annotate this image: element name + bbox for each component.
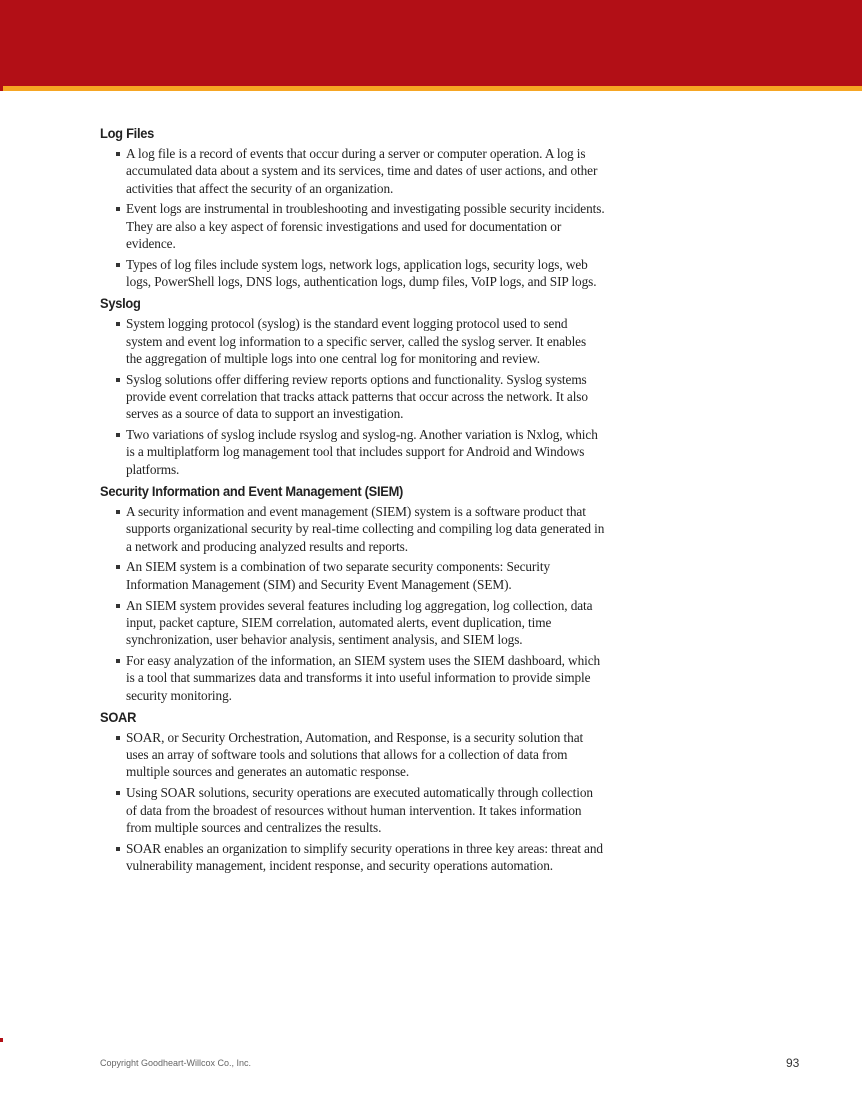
section-heading: Syslog — [100, 295, 141, 312]
list-item — [100, 200, 605, 252]
square-bullet-icon — [116, 152, 120, 156]
section-heading: Security Information and Event Management (SIEM) — [100, 483, 404, 500]
list-item — [100, 597, 605, 649]
section — [100, 295, 605, 478]
square-bullet-icon — [116, 659, 120, 663]
list-item-text: A security information and event management (SIEM) system is a software product that supports organizational security by real-time collecting and compiling log data generated in a network and producing analyzed results and reports. — [126, 504, 605, 554]
list-item-text: SOAR enables an organization to simplify security operations in three key areas: threat and vulnerability management, incident response, and security operations automation. — [126, 840, 603, 873]
list-item — [100, 371, 605, 423]
square-bullet-icon — [116, 604, 120, 608]
margin-mark — [0, 1038, 3, 1042]
list-item-text: SOAR, or Security Orchestration, Automation, and Response, is a security solution that uses an array of software tools and solutions that allows for a collection of data from multiple sources and generates an automatic response. — [126, 729, 584, 780]
list-item — [100, 426, 605, 478]
copyright-text: Copyright Goodheart-Willcox Co., Inc. — [100, 1058, 252, 1068]
square-bullet-icon — [116, 510, 120, 514]
section — [100, 125, 605, 290]
square-bullet-icon — [116, 847, 120, 851]
page-number: 93 — [786, 1056, 800, 1070]
list-item — [100, 784, 605, 836]
list-item — [100, 558, 605, 593]
section — [100, 709, 605, 874]
list-item-text: Two variations of syslog include rsyslog and syslog-ng. Another variation is Nxlog, which is a multiplatform log management tool that includes support for Android and Windows platforms. — [126, 427, 598, 477]
list-item-text: An SIEM system provides several features including log aggregation, log collection, data input, packet capture, SIEM correlation, automated alerts, event duplication, time synchronization, user behavior analysis, sentiment analysis, and SIEM logs. — [126, 597, 593, 648]
list-item-text: Using SOAR solutions, security operations are executed automatically through collection of data from the broadest of resources without human intervention. It takes information from multiple sources and centralizes the results. — [126, 785, 593, 835]
list-item-text: System logging protocol (syslog) is the standard event logging protocol used to send system and event log information to a specific server, called the syslog server. It enables the aggregation of multiple logs into one central log for monitoring and review. — [126, 316, 587, 366]
section-heading: SOAR — [100, 708, 137, 725]
list-item-text: A log file is a record of events that occur during a server or computer operation. A log is accumulated data about a system and its services, time and dates of user actions, and other activities that affect the security of an organization. — [126, 146, 598, 196]
square-bullet-icon — [116, 433, 120, 437]
square-bullet-icon — [116, 207, 120, 211]
bullet-list — [100, 729, 605, 874]
header-stripe — [3, 86, 862, 91]
square-bullet-icon — [116, 791, 120, 795]
list-item-text: An SIEM system is a combination of two separate security components: Security Information Management (SIM) and Security Event Management (SEM). — [126, 559, 550, 592]
list-item — [100, 729, 605, 781]
square-bullet-icon — [116, 736, 120, 740]
list-item — [100, 840, 605, 875]
square-bullet-icon — [116, 378, 120, 382]
list-item — [100, 503, 605, 555]
section — [100, 483, 605, 704]
list-item-text: Event logs are instrumental in troubleshooting and investigating possible security incidents. They are also a key aspect of forensic investigations and used for documentation or evidence. — [126, 201, 605, 251]
section-heading: Log Files — [100, 125, 155, 141]
square-bullet-icon — [116, 565, 120, 569]
square-bullet-icon — [116, 322, 120, 326]
list-item-text: Syslog solutions offer differing review reports options and functionality. Syslog systems provide event correlation that tracks attack patterns that occur across the network. It also serves as a source of data to support an investigation. — [126, 371, 588, 422]
list-item — [100, 256, 605, 291]
header-band — [0, 0, 862, 86]
bullet-list — [100, 145, 605, 290]
bullet-list — [100, 315, 605, 478]
list-item — [100, 652, 605, 704]
list-item — [100, 145, 605, 197]
square-bullet-icon — [116, 263, 120, 267]
list-item-text: For easy analyzation of the information, an SIEM system uses the SIEM dashboard, which is a tool that summarizes data and transforms it into useful information to provide simple security monitoring. — [126, 652, 601, 703]
list-item — [100, 315, 605, 367]
main-content — [100, 125, 605, 879]
bullet-list — [100, 503, 605, 704]
list-item-text: Types of log files include system logs, network logs, application logs, security logs, web logs, PowerShell logs, DNS logs, authentication logs, dump files, VoIP logs, and SIP logs. — [126, 256, 597, 290]
